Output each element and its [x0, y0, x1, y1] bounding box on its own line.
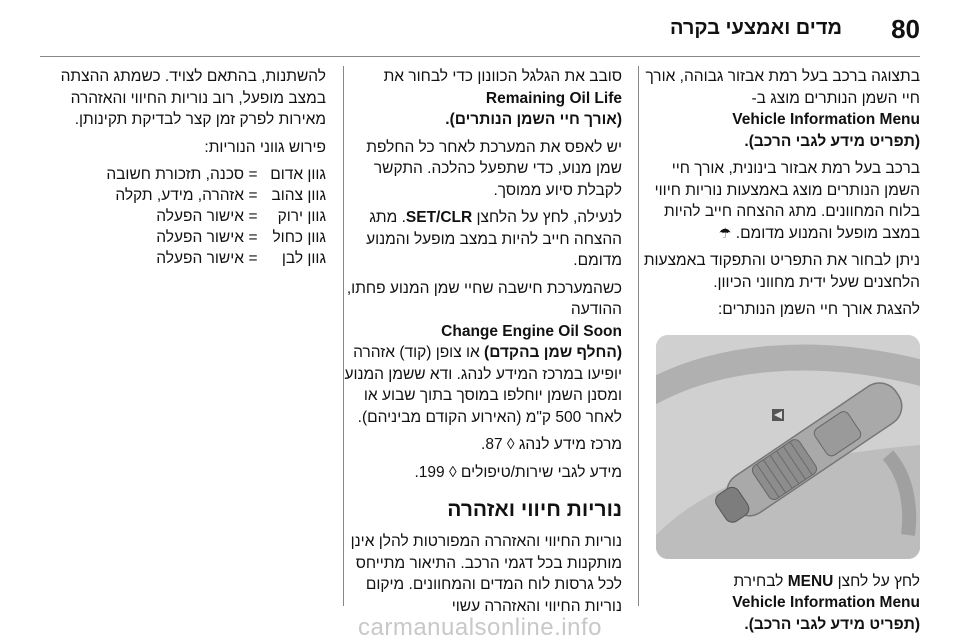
warning-message: Change Engine Oil Soon	[441, 322, 622, 340]
legend-row: גוון כחול = אישור הפעלה	[156, 229, 326, 246]
menu-button-label: MENU	[787, 572, 834, 590]
cross-reference: מרכז מידע לנהג ◊ 87.	[481, 436, 622, 453]
lever-drawing	[656, 335, 920, 559]
watermark: carmanualsonline.info	[358, 614, 602, 641]
paragraph: בתצוגה ברכב בעל רמת אבזור גבוהה, אורך חיי השמן הנותרים מוצג ב- Vehicle Information Menu (תפריט מידע לגבי הרכב).	[642, 66, 920, 152]
oil-can-icon: ☂	[718, 224, 732, 241]
legend-row: גוון צהוב = אזהרה, מידע, תקלה	[115, 187, 326, 204]
paragraph: פירוש גווני הנוריות:	[204, 138, 326, 156]
section-heading: נוריות חיווי ואזהרה	[447, 498, 622, 521]
paragraph: יש לאפס את המערכת לאחר כל החלפת שמן מנוע, כדי שתפעל כהלכה. התקשר לקבלת סיוע ממוסך.	[366, 138, 622, 199]
legend-row: גוון ירוק = אישור הפעלה	[156, 208, 326, 225]
paragraph: להצגת אורך חיי השמן הנותרים:	[718, 301, 920, 318]
column-left	[40, 66, 326, 269]
section-title: מדים ואמצעי בקרה	[669, 17, 842, 39]
cross-reference: מידע לגבי שירות/טיפולים ◊ 199.	[414, 463, 622, 481]
paragraph: סובב את הגלגל הכוונון כדי לבחור את Remaining Oil Life (אורך חיי השמן הנותרים).	[340, 66, 622, 131]
page-header	[0, 0, 960, 56]
turn-signal-lever-illustration	[656, 335, 920, 559]
menu-item: Remaining Oil Life	[485, 89, 622, 107]
paragraph: להשתנות, בהתאם לצויד. כשמתג ההצתה במצב מופעל, רוב נוריות החיווי והאזהרה מאירות לפרק זמן קצר לבדיקת תקינותן.	[60, 68, 326, 128]
paragraph: לנעילה, לחץ על הלחצן SET/CLR. מתג ההצחה חייב להיות במצב מופעל והמנוע מדומם.	[366, 209, 622, 269]
paragraph: נוריות החיווי והאזהרה המפורטות להלן אינן מותקנות בכל דגמי הרכב. התיאור מתייחס לכל גרסות לוח המדים והמחוונים. מיקום נוריות החיווי והאזהרה עשוי	[350, 533, 622, 615]
illustration-caption: לחץ על לחצן MENU לבחירת Vehicle Information Menu (תפריט מידע לגבי הרכב).	[732, 572, 920, 633]
column-right	[642, 66, 920, 641]
menu-name: Vehicle Information Menu	[732, 111, 920, 128]
legend-row: גוון אדום = סכנה, תזכורת חשובה	[106, 166, 326, 183]
light-color-legend	[40, 164, 326, 269]
legend-row: גוון לבן = אישור הפעלה	[156, 250, 326, 267]
set-clr-button-label: SET/CLR	[405, 209, 473, 226]
column-divider-right	[638, 66, 639, 606]
paragraph: כשהמערכת חישבה שחיי שמן המנוע פחתו, ההודעה Change Engine Oil Soon (החלף שמן בהקדם) או צופן (קוד) אזהרה יופיעו במרכז המידע לנהג. ודא ששמן המנוע ומסנן השמן יוחלפו במוסך בתוך שבוע או לאחר 500 ק"מ (האירוע הקודם מביניהם).	[340, 278, 622, 429]
column-middle	[340, 66, 622, 623]
page-number: 80	[891, 14, 920, 44]
header-divider	[40, 56, 920, 57]
paragraph: ניתן לבחור את התפריט והתפקוד באמצעות הלחצנים שעל ידית מחווני הכיוון.	[643, 252, 920, 291]
paragraph: ברכב בעל רמת אבזור בינונית, אורך חיי השמן הנותרים מוצג באמצעות נוריות חיווי בלוח המחוונים. מתג ההצחה חייב להיות במצב מופעל והמנוע מדומם. ☂	[654, 160, 920, 242]
